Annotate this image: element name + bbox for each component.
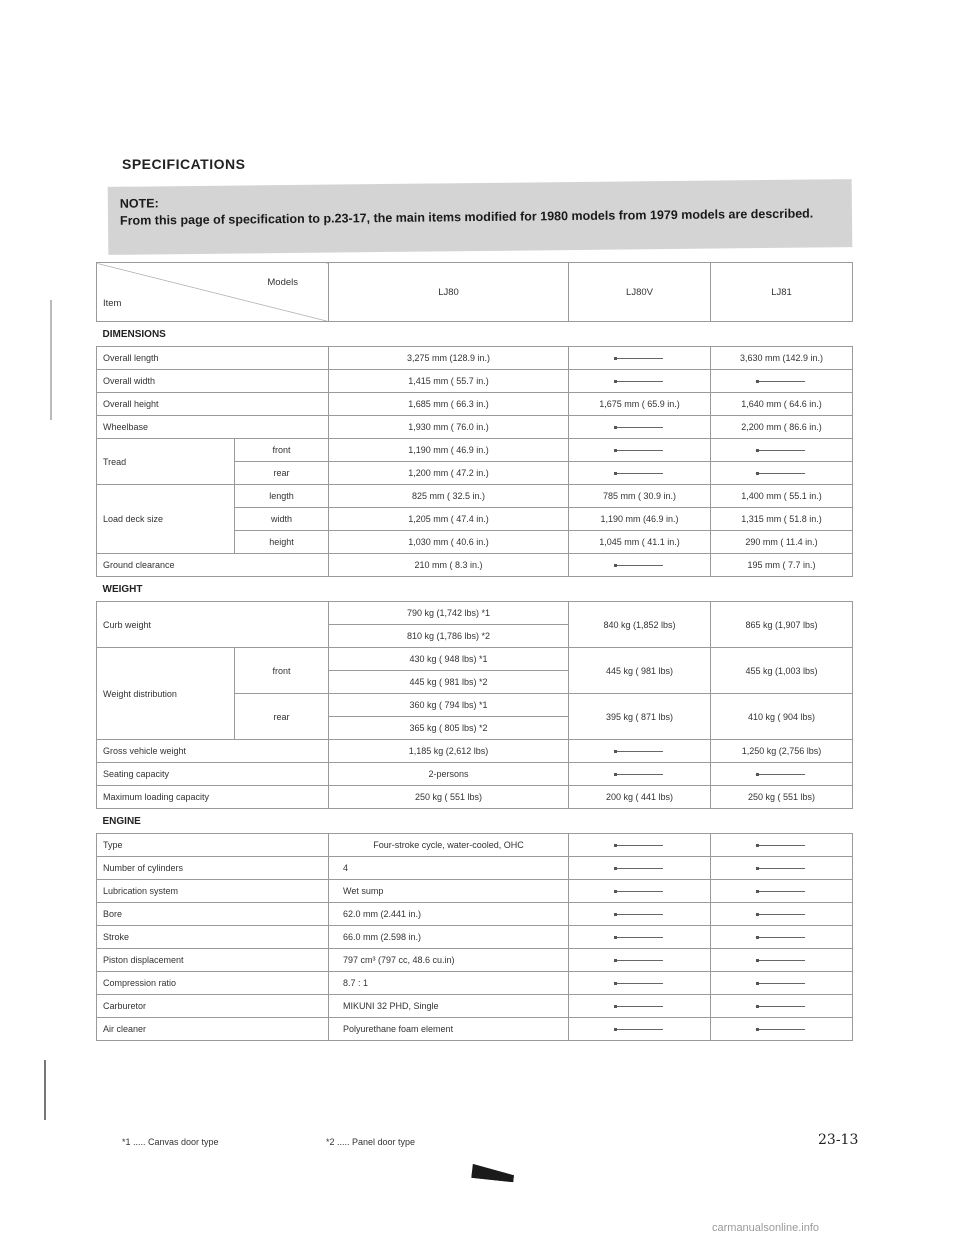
table-row [97,926,853,949]
cell-lj81: 1,315 mm ( 51.8 in.) [711,508,853,531]
cell-lj81: 455 kg (1,003 lbs) [711,648,853,694]
cell-lj80v [569,370,711,393]
cell-lj80: 1,030 mm ( 40.6 in.) [329,531,569,554]
cell-lj80: 62.0 mm (2.441 in.) [329,903,569,926]
cell-lj80v [569,740,711,763]
same-as-left-dash [759,960,805,961]
cell-lj80: 790 kg (1,742 lbs) *1 [329,602,569,625]
row-label: Number of cylinders [97,857,329,880]
table-header-row [97,263,853,322]
sub-label: width [235,508,329,531]
same-as-left-dash [617,937,663,938]
cell-lj81: 290 mm ( 11.4 in.) [711,531,853,554]
row-label: Overall width [97,370,329,393]
same-as-left-dash [759,1029,805,1030]
same-as-left-dash [759,983,805,984]
same-as-left-dash [617,868,663,869]
row-label: Bore [97,903,329,926]
cell-lj81 [711,834,853,857]
table-row [97,786,853,809]
cell-lj81 [711,972,853,995]
same-as-left-dash [617,845,663,846]
cell-lj80v: 840 kg (1,852 lbs) [569,602,711,648]
table-row [97,416,853,439]
table-row [97,834,853,857]
same-as-left-dash [617,1029,663,1030]
cell-lj80: 365 kg ( 805 lbs) *2 [329,717,569,740]
header-diagonal-cell [97,263,329,322]
cell-lj81: 2,200 mm ( 86.6 in.) [711,416,853,439]
footnote-canvas-door: *1 ..... Canvas door type [122,1137,219,1147]
same-as-left-dash [759,845,805,846]
cell-lj80: 445 kg ( 981 lbs) *2 [329,671,569,694]
same-as-left-dash [617,473,663,474]
same-as-left-dash [617,891,663,892]
table-row [97,439,853,462]
page-number: 23-13 [818,1132,859,1148]
cell-lj80: Four-stroke cycle, water-cooled, OHC [329,834,569,857]
row-label: Type [97,834,329,857]
header-models-label: Models [267,277,298,288]
same-as-left-dash [759,937,805,938]
table-row [97,972,853,995]
specifications-table [96,262,853,1041]
same-as-left-dash [759,381,805,382]
note-text: From this page of specification to p.23-17, the main items modified for 1980 models from 1979 models are described. [119,206,814,228]
cell-lj80: 797 cm³ (797 cc, 48.6 cu.in) [329,949,569,972]
cell-lj80: Polyurethane foam element [329,1018,569,1041]
cell-lj81: 1,400 mm ( 55.1 in.) [711,485,853,508]
header-item-label: Item [103,298,122,309]
cell-lj81: 410 kg ( 904 lbs) [711,694,853,740]
same-as-left-dash [617,983,663,984]
same-as-left-dash [759,1006,805,1007]
cell-lj80: 250 kg ( 551 lbs) [329,786,569,809]
cell-lj80v [569,763,711,786]
page-title: SPECIFICATIONS [122,156,246,172]
cell-lj80: 4 [329,857,569,880]
cell-lj80v: 1,675 mm ( 65.9 in.) [569,393,711,416]
table-row [97,763,853,786]
same-as-left-dash [759,473,805,474]
cell-lj80: 2-persons [329,763,569,786]
table-row [97,857,853,880]
cell-lj80: 66.0 mm (2.598 in.) [329,926,569,949]
same-as-left-dash [617,1006,663,1007]
scan-margin-mark [44,1060,46,1120]
same-as-left-dash [617,565,663,566]
cell-lj80v [569,416,711,439]
sub-label: height [235,531,329,554]
row-label: Weight distribution [97,648,235,740]
cell-lj80v: 1,190 mm (46.9 in.) [569,508,711,531]
cell-lj80v: 395 kg ( 871 lbs) [569,694,711,740]
row-label: Curb weight [97,602,329,648]
cell-lj80v [569,880,711,903]
cell-lj80: 1,415 mm ( 55.7 in.) [329,370,569,393]
cell-lj80v [569,462,711,485]
cell-lj81 [711,926,853,949]
cell-lj80: 1,685 mm ( 66.3 in.) [329,393,569,416]
table-row [97,393,853,416]
header-model-lj80: LJ80 [329,263,569,322]
same-as-left-dash [617,450,663,451]
cell-lj81 [711,1018,853,1041]
cell-lj80: 360 kg ( 794 lbs) *1 [329,694,569,717]
table-row [97,995,853,1018]
cell-lj81 [711,880,853,903]
cell-lj81: 865 kg (1,907 lbs) [711,602,853,648]
cell-lj80: 1,190 mm ( 46.9 in.) [329,439,569,462]
row-label: Overall length [97,347,329,370]
cell-lj80v [569,834,711,857]
cell-lj81 [711,903,853,926]
note-box [108,179,853,255]
cell-lj81 [711,949,853,972]
row-label: Carburetor [97,995,329,1018]
row-label: Tread [97,439,235,485]
cell-lj81: 1,640 mm ( 64.6 in.) [711,393,853,416]
row-label: Maximum loading capacity [97,786,329,809]
row-label: Compression ratio [97,972,329,995]
same-as-left-dash [759,914,805,915]
cell-lj81: 3,630 mm (142.9 in.) [711,347,853,370]
section-engine: ENGINE [97,809,853,834]
cell-lj81 [711,995,853,1018]
table-row [97,554,853,577]
row-label: Lubrication system [97,880,329,903]
cell-lj80: 210 mm ( 8.3 in.) [329,554,569,577]
table-row [97,347,853,370]
cell-lj80v: 785 mm ( 30.9 in.) [569,485,711,508]
cell-lj81 [711,857,853,880]
cell-lj81 [711,370,853,393]
cell-lj80v [569,554,711,577]
cell-lj80: 1,930 mm ( 76.0 in.) [329,416,569,439]
same-as-left-dash [617,960,663,961]
same-as-left-dash [759,868,805,869]
sub-label: front [235,648,329,694]
cell-lj80: 825 mm ( 32.5 in.) [329,485,569,508]
cell-lj80v: 1,045 mm ( 41.1 in.) [569,531,711,554]
section-dimensions: DIMENSIONS [97,322,853,347]
sub-label: length [235,485,329,508]
same-as-left-dash [759,891,805,892]
sub-label: front [235,439,329,462]
row-label: Gross vehicle weight [97,740,329,763]
cell-lj81 [711,439,853,462]
row-label: Wheelbase [97,416,329,439]
section-row [97,577,853,602]
cell-lj80: MIKUNI 32 PHD, Single [329,995,569,1018]
table-row [97,880,853,903]
row-label: Load deck size [97,485,235,554]
row-label: Piston displacement [97,949,329,972]
header-model-lj80v: LJ80V [569,263,711,322]
cell-lj80: 1,185 kg (2,612 lbs) [329,740,569,763]
table-row [97,648,853,671]
footnote-panel-door: *2 ..... Panel door type [326,1137,416,1147]
header-model-lj81: LJ81 [711,263,853,322]
cell-lj80v: 445 kg ( 981 lbs) [569,648,711,694]
table-row [97,949,853,972]
cell-lj80v [569,926,711,949]
cell-lj80v [569,857,711,880]
sub-label: rear [235,694,329,740]
row-label: Air cleaner [97,1018,329,1041]
cell-lj81 [711,462,853,485]
cell-lj81: 1,250 kg (2,756 lbs) [711,740,853,763]
cell-lj81: 250 kg ( 551 lbs) [711,786,853,809]
same-as-left-dash [617,774,663,775]
cell-lj80: 3,275 mm (128.9 in.) [329,347,569,370]
cell-lj80: 1,200 mm ( 47.2 in.) [329,462,569,485]
cell-lj80v [569,1018,711,1041]
same-as-left-dash [617,381,663,382]
cell-lj81 [711,763,853,786]
row-label: Overall height [97,393,329,416]
cell-lj80v: 200 kg ( 441 lbs) [569,786,711,809]
same-as-left-dash [617,427,663,428]
table-row [97,485,853,508]
cell-lj80v [569,439,711,462]
table-row [97,903,853,926]
section-row [97,809,853,834]
row-label: Seating capacity [97,763,329,786]
same-as-left-dash [617,751,663,752]
cell-lj80v [569,972,711,995]
next-page-arrow-icon [471,1164,514,1182]
cell-lj80: 8.7 : 1 [329,972,569,995]
row-label: Ground clearance [97,554,329,577]
scan-margin-mark [50,300,52,420]
note-label: NOTE: [119,196,159,211]
section-weight: WEIGHT [97,577,853,602]
table-row [97,1018,853,1041]
same-as-left-dash [617,914,663,915]
watermark: carmanualsonline.info [712,1222,820,1234]
cell-lj80v [569,903,711,926]
cell-lj80: 1,205 mm ( 47.4 in.) [329,508,569,531]
cell-lj81: 195 mm ( 7.7 in.) [711,554,853,577]
cell-lj80: 430 kg ( 948 lbs) *1 [329,648,569,671]
cell-lj80v [569,995,711,1018]
same-as-left-dash [617,358,663,359]
table-row [97,602,853,625]
cell-lj80: Wet sump [329,880,569,903]
table-row [97,740,853,763]
cell-lj80v [569,347,711,370]
table-row [97,370,853,393]
cell-lj80v [569,949,711,972]
cell-lj80: 810 kg (1,786 lbs) *2 [329,625,569,648]
same-as-left-dash [759,450,805,451]
row-label: Stroke [97,926,329,949]
sub-label: rear [235,462,329,485]
section-row [97,322,853,347]
same-as-left-dash [759,774,805,775]
